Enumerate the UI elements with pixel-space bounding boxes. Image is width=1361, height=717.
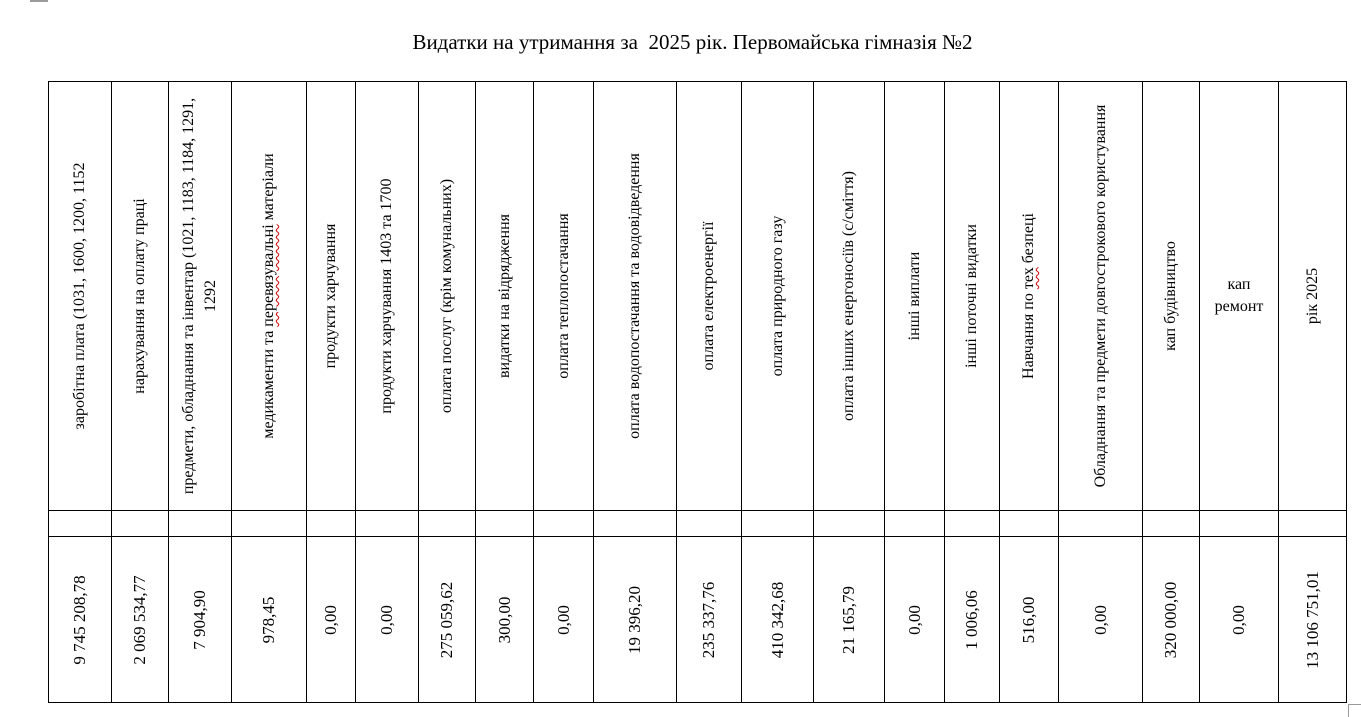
- expenses-table: [48, 81, 1347, 703]
- empty-cell: [1200, 511, 1279, 537]
- header-cell-services: [419, 82, 476, 511]
- header-cell-equipment-inventory: [169, 82, 232, 511]
- value-business-trips: 300,00: [494, 596, 514, 643]
- header-cell-capital-repair: [1200, 82, 1279, 511]
- empty-cell: [307, 511, 356, 537]
- value-cell-payroll-charges: [112, 537, 169, 703]
- value-cell-food: [307, 537, 356, 703]
- header-natural-gas: оплата природного газу: [768, 215, 786, 377]
- header-safety-post: безпеці: [1020, 213, 1037, 268]
- value-safety-training: 516,00: [1019, 596, 1038, 643]
- value-cell-food-1403-1700: [356, 537, 419, 703]
- header-long-term-equipment: Обладнання та предмети довгострокового користування: [1091, 104, 1109, 488]
- header-safety-training: [1018, 86, 1040, 506]
- header-food-1403-1700: продукти харчування 1403 та 1700: [378, 178, 395, 414]
- value-cell-medicines: [232, 537, 307, 703]
- header-water: оплата водопостачання та водовідведення: [626, 153, 643, 439]
- value-cell-water: [594, 537, 677, 703]
- empty-cell: [112, 511, 169, 537]
- header-other-energy: оплата інших енергоносіїв (с/сміття): [840, 171, 857, 421]
- header-capital-construction: кап будівництво: [1162, 241, 1179, 351]
- header-row: [49, 82, 1347, 511]
- value-capital-construction: 320 000,00: [1161, 581, 1180, 658]
- empty-cell: [534, 511, 594, 537]
- empty-cell: [1000, 511, 1059, 537]
- value-other-energy: 21 165,79: [839, 585, 858, 654]
- header-heating: оплата теплопостачання: [554, 213, 572, 379]
- value-cell-other-energy: [814, 537, 885, 703]
- empty-cell: [594, 511, 677, 537]
- value-cell-natural-gas: [742, 537, 814, 703]
- header-capital-repair: [1200, 274, 1278, 318]
- header-cell-salary: [49, 82, 112, 511]
- value-cell-capital-repair: [1200, 537, 1279, 703]
- value-electricity: 235 337,76: [699, 581, 718, 658]
- value-cell-salary: [49, 537, 112, 703]
- empty-cell: [1279, 511, 1347, 537]
- header-medicines-spellcheck-word: перевязувальні: [260, 224, 277, 327]
- value-cell-long-term-equipment: [1059, 537, 1143, 703]
- header-services: оплата послуг (крім комунальних): [438, 178, 455, 414]
- values-row: [49, 537, 1347, 703]
- value-cell-safety-training: [1000, 537, 1059, 703]
- value-services: 275 059,62: [437, 581, 456, 658]
- header-cell-year-total: [1279, 82, 1347, 511]
- empty-cell: [476, 511, 534, 537]
- header-other-payments: інші виплати: [905, 251, 923, 341]
- header-cell-natural-gas: [742, 82, 814, 511]
- value-heating: 0,00: [553, 604, 573, 635]
- header-cell-safety-training: [1000, 82, 1059, 511]
- header-capital-repair-text: кап ремонт: [1214, 276, 1264, 315]
- value-water: 19 396,20: [625, 585, 644, 654]
- value-payroll-charges: 2 069 534,77: [130, 574, 149, 665]
- header-cell-capital-construction: [1143, 82, 1200, 511]
- header-cell-long-term-equipment: [1059, 82, 1143, 511]
- header-cell-payroll-charges: [112, 82, 169, 511]
- value-other-current: 1 006,06: [962, 589, 981, 650]
- value-cell-heating: [534, 537, 594, 703]
- header-equipment-inventory: предмети, обладнання та інвентар (1021, 1183, 1184, 1291, 1292: [180, 97, 219, 495]
- page-corner-mark-bottom-right: [1348, 704, 1361, 717]
- empty-cell: [1143, 511, 1200, 537]
- header-payroll-charges: нарахування на оплату праці: [131, 198, 148, 394]
- header-cell-water: [594, 82, 677, 511]
- empty-row: [49, 511, 1347, 537]
- value-cell-equipment-inventory: [169, 537, 232, 703]
- value-capital-repair: 0,00: [1229, 604, 1248, 635]
- value-cell-year-total: [1279, 537, 1347, 703]
- value-year-total: 13 106 751,01: [1302, 570, 1322, 669]
- document-title: Видатки на утримання за 2025 рік. Первомайська гімназія №2: [412, 30, 973, 54]
- header-safety-spellcheck-word: тех: [1020, 267, 1037, 290]
- header-other-current: інші поточні видатки: [963, 224, 980, 368]
- empty-cell: [49, 511, 112, 537]
- header-cell-food: [307, 82, 356, 511]
- value-food-1403-1700: 0,00: [377, 604, 396, 635]
- empty-cell: [814, 511, 885, 537]
- empty-cell: [169, 511, 232, 537]
- header-salary: заробітна плата (1031, 1600, 1200, 1152: [71, 162, 88, 430]
- empty-cell: [945, 511, 1000, 537]
- header-cell-other-energy: [814, 82, 885, 511]
- value-cell-other-payments: [885, 537, 945, 703]
- value-equipment-inventory: 7 904,90: [190, 589, 209, 650]
- empty-cell: [356, 511, 419, 537]
- value-medicines: 978,45: [259, 596, 278, 643]
- value-cell-business-trips: [476, 537, 534, 703]
- empty-cell: [419, 511, 476, 537]
- value-natural-gas: 410 342,68: [767, 581, 787, 658]
- header-cell-business-trips: [476, 82, 534, 511]
- value-cell-electricity: [677, 537, 742, 703]
- header-cell-electricity: [677, 82, 742, 511]
- value-other-payments: 0,00: [904, 604, 924, 635]
- header-food: продукти харчування: [322, 223, 339, 369]
- value-food: 0,00: [321, 604, 340, 635]
- header-business-trips: видатки на відрядження: [495, 214, 513, 379]
- value-cell-services: [419, 537, 476, 703]
- page-corner-mark: [30, 0, 48, 2]
- empty-cell: [1059, 511, 1143, 537]
- header-medicines-post: матеріали: [260, 153, 277, 225]
- header-medicines-pre: медикаменти та: [260, 326, 277, 439]
- header-electricity: оплата електроенергії: [700, 221, 717, 371]
- empty-cell: [742, 511, 814, 537]
- header-cell-medicines: [232, 82, 307, 511]
- header-cell-other-payments: [885, 82, 945, 511]
- header-cell-other-current: [945, 82, 1000, 511]
- value-cell-other-current: [945, 537, 1000, 703]
- value-long-term-equipment: 0,00: [1090, 604, 1110, 635]
- empty-cell: [885, 511, 945, 537]
- header-cell-food-1403-1700: [356, 82, 419, 511]
- value-cell-capital-construction: [1143, 537, 1200, 703]
- empty-cell: [232, 511, 307, 537]
- header-year-total: рік 2025: [1303, 267, 1321, 325]
- header-safety-pre: Навчання по: [1020, 289, 1037, 379]
- empty-cell: [677, 511, 742, 537]
- header-cell-heating: [534, 82, 594, 511]
- header-medicines: [258, 86, 280, 506]
- value-salary: 9 745 208,78: [70, 574, 89, 665]
